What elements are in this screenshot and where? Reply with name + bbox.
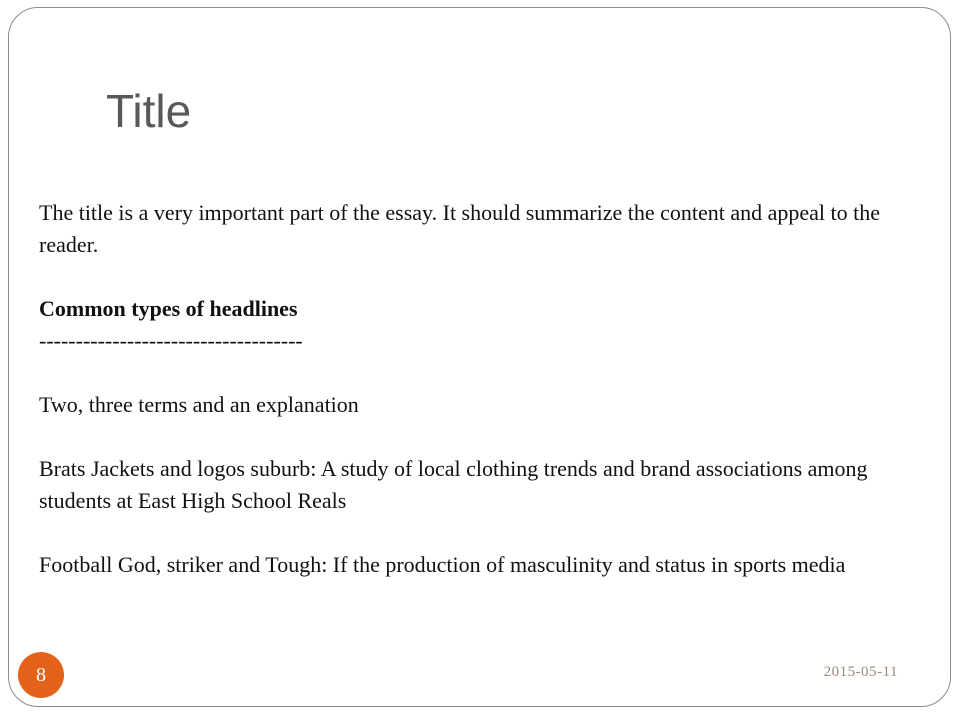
page-number-badge	[18, 652, 64, 698]
slide-title: Title	[106, 85, 192, 137]
example-headline-1: Brats Jackets and logos suburb: A study of local clothing trends and brand associations among students at East High School Reals	[39, 456, 868, 513]
spacer	[39, 357, 919, 389]
headline-type-label: Two, three terms and an explanation	[39, 392, 359, 417]
slide-body	[39, 197, 919, 581]
spacer	[39, 261, 919, 293]
page-number: 8	[36, 663, 46, 686]
divider-line: ------------------------------------	[39, 328, 303, 353]
spacer	[39, 421, 919, 453]
spacer	[39, 517, 919, 549]
example-headline-2: Football God, striker and Tough: If the production of masculinity and status in sports media	[39, 552, 846, 577]
section-heading: Common types of headlines	[39, 296, 298, 321]
slide-date: 2015-05-11	[823, 664, 898, 680]
intro-paragraph: The title is a very important part of the essay. It should summarize the content and appeal to the reader.	[39, 200, 881, 257]
